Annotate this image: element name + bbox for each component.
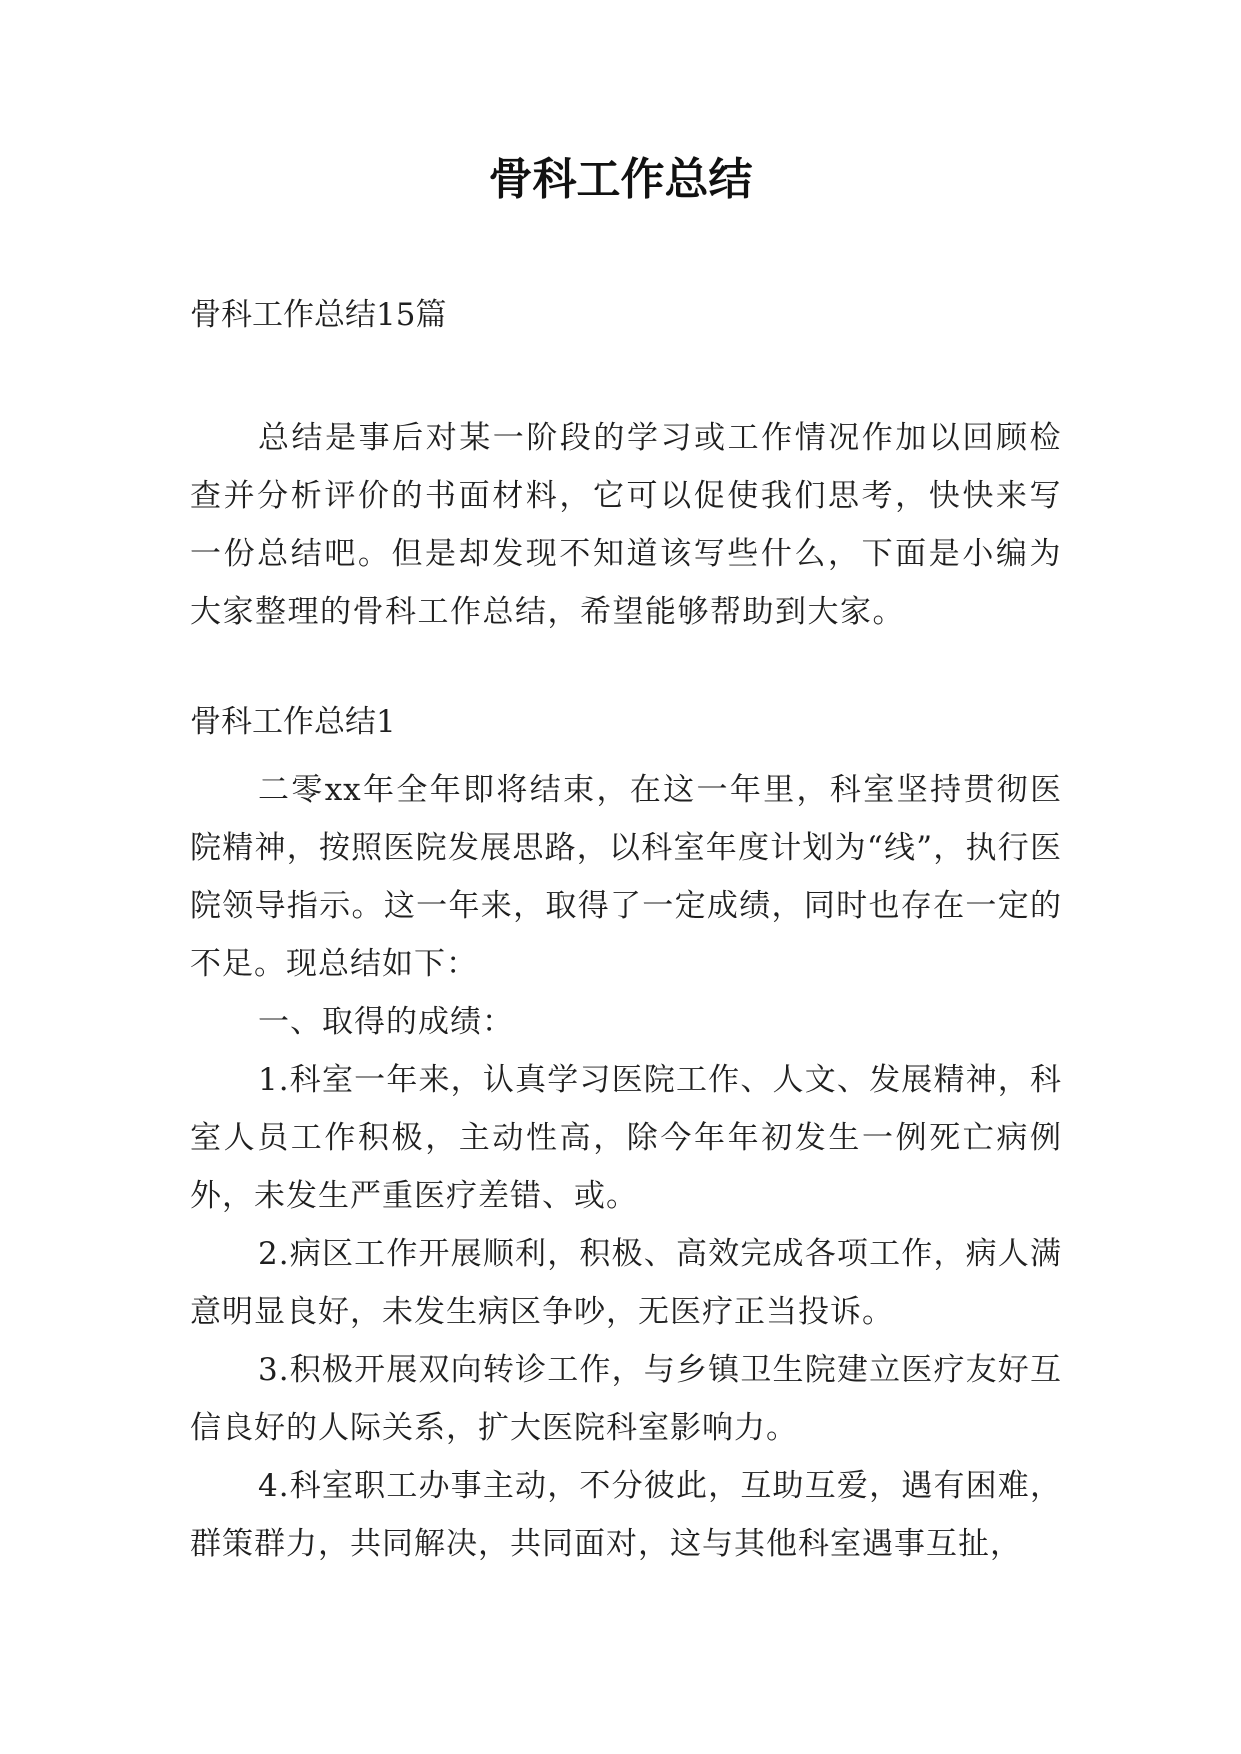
document-title: 骨科工作总结	[488, 154, 753, 205]
section-content	[190, 761, 1062, 1573]
document-subtitle: 骨科工作总结15篇	[190, 297, 447, 333]
paragraph: 二零xx年全年即将结束，在这一年里，科室坚持贯彻医院精神，按照医院发展思路，以科室年度计划为“线”，执行医院领导指示。这一年来，取得了一定成绩，同时也存在一定的不足。现总结如下：	[190, 772, 1062, 982]
paragraph: 2.病区工作开展顺利，积极、高效完成各项工作，病人满意明显良好，未发生病区争吵，无医疗正当投诉。	[190, 1236, 1062, 1330]
paragraph: 一、取得的成绩：	[258, 1004, 514, 1040]
intro-paragraph: 总结是事后对某一阶段的学习或工作情况作加以回顾检查并分析评价的书面材料，它可以促使我们思考，快快来写一份总结吧。但是却发现不知道该写些什么，下面是小编为大家整理的骨科工作总结，希望能够帮助到大家。	[190, 420, 1062, 630]
section-heading: 骨科工作总结1	[190, 704, 396, 740]
paragraph: 4.科室职工办事主动，不分彼此，互助互爱，遇有困难，群策群力，共同解决，共同面对，这与其他科室遇事互扯，	[190, 1468, 1062, 1562]
paragraph: 1.科室一年来，认真学习医院工作、人文、发展精神，科室人员工作积极，主动性高，除今年年初发生一例死亡病例外，未发生严重医疗差错、或。	[190, 1062, 1062, 1214]
paragraph: 3.积极开展双向转诊工作，与乡镇卫生院建立医疗友好互信良好的人际关系，扩大医院科室影响力。	[190, 1352, 1062, 1446]
